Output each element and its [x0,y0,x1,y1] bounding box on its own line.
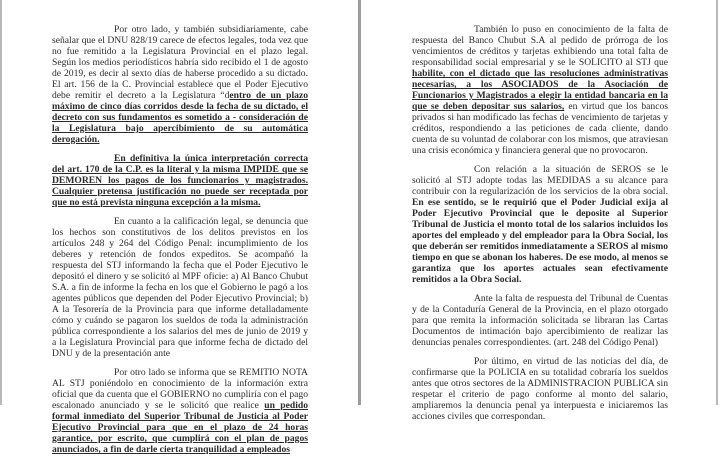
text-run: En cuanto a la calificación legal, se denuncia que los hechos son constitutivos de los delitos previstos en los artículos 248 y 264 del Código Penal: incumplimiento de los deberes y retención de fondos expeditos. Se acompañó la respuesta del STJ informando la fecha que el Poder Ejecutivo le depositó el dinero y se solicitó al MPF oficie: a) Al Banco Chubut S.A. a fin de informe la fecha en los que el Gobierno le pagó a los agentes públicos que dependen del Poder Ejecutivo Provincial; b) A la Tesorería de la Provincia para que informe detalladamente cómo y cuándo se pagaron los sueldos de toda la administración pública correspondiente a los salarios del mes de junio de 2019 y a la Legislatura Provincial para que informe fecha de dictado del DNU y de la presentación ante [52,216,308,359]
text-run: Con relación a la situación de SEROS se le solicitó al STJ adopte todas las MEDIDAS a su alcance para contribuir con la regularización de los servicios de la obra social. [412,164,668,197]
paragraph-calificacion-legal [52,216,308,359]
document-page-right [361,0,716,422]
text-run: También lo puso en conocimiento de la falta de respuesta del Banco Chubut S.A al pedido de prórroga de los vencimientos de créditos y tarjetas exhibiendo una total falta de responsabilidad social empresarial y se le SOLICITO al STJ que [412,24,668,68]
document-page-left [2,0,358,455]
paragraph-art-170 [52,153,308,208]
paragraph-banco-chubut [412,24,668,156]
page-body [412,24,668,430]
page-body [52,24,308,463]
text-run: en virtud que los bancos privados si han modificado las fechas de vencimiento de tarjetas y créditos, respondiendo a las peticiones de cada cliente, dando cuenta de su voluntad de colaborar con los mismos, que atraviesan una crisis económica y financiera general que no provocaron. [412,101,668,156]
bold-run: En ese sentido, se le requirió que el Poder Judicial exija al Poder Ejecutivo Provincial que le deposite al Superior Tribunal de Justicia el monto total de los salarios incluidos los aportes del empleado y del empleador para la Obra Social, los que deberán ser remitidos inmediatamente a SEROS al mismo tiempo en que se abonan los haberes. De ese modo, al menos se garantiza que los aportes actuales sean efectivamente remitidos a la Obra Social. [412,197,668,285]
page-edge-right [716,0,718,405]
paragraph-nota-stj [52,367,308,455]
emphasis-run: habilite, con el dictado que las resoluciones administrativas necesarias, a los ASOCIADOS de la Asociación de Funcionarios y Magistrados a elegir la entidad bancaria en la que se deben depositar sus salarios, [412,68,668,112]
text-run: Por otro lado se informa que se REMITIO NOTA AL STJ poniéndolo en conocimiento de la información extra oficial que da cuenta que el GOBIERNO no cumpliría con el pago escalonado anunciado y se le solicitó que realice [52,367,308,411]
paragraph-dnu-828 [52,24,308,145]
emphasis-run: En definitiva la única interpretación correcta del art. 170 de la C.P. es la literal y la misma IMPIDE que se DEMOREN los pagos de los funcionarios y magistrados. Cualquier pretensa justificación no puede ser receptada por que no está prevista ninguna excepción a la misma. [52,153,308,208]
paragraph-tribunal-cuentas [412,293,668,348]
text-run: Por otro lado, y también subsidiariamente, cabe señalar que el DNU 828/19 carece de efectos legales, toda vez que no fue remitido a la Legislatura Provincial en el plazo legal. Según los medios periodísticos habría sido recibido el 1 de agosto de 2019, es decir al sexto días de haberse procedido a su dictado. El art. 156 de la C. Provincial establece que el Poder Ejecutivo debe remitir el decreto a la Legislatura “d [52,24,308,101]
paragraph-seros [412,164,668,285]
emphasis-run: entro de un plazo máximo de cinco días corridos desde la fecha de su dictado, el decreto con sus fundamentos es sometido a - consideración de la Legislatura bajo apercibimiento de su automática derogación. [52,90,308,145]
text-run: Ante la falta de respuesta del Tribunal de Cuentas y de la Contaduría General de la Provincia, en el plazo otorgado para que remita la información solicitada se libraran las Cartas Documentos de intimación bajo apercibimiento de realizar las denuncias penales correspondientes. (art. 248 del Código Penal) [412,293,668,348]
emphasis-run: un pedido formal inmediato del Superior Tribunal de Justicia al Poder Ejecutivo Provincial para que en el plazo de 24 horas garantice, por escrito, que cumplirá con el plan de pagos anunciados, a fin de darle cierta tranquilidad a empleados [52,400,309,455]
text-run: Por último, en virtud de las noticias del día, de confirmarse que la POLICIA en su totalidad cobraría los sueldos antes que otros sectores de la ADMINISTRACION PUBLICA sin respetar el criterio de pago conforme al monto del salario, ampliaremos la denuncia penal ya interpuesta e iniciaremos las acciones civiles que correspondan. [412,356,668,422]
paragraph-policia [412,356,668,422]
